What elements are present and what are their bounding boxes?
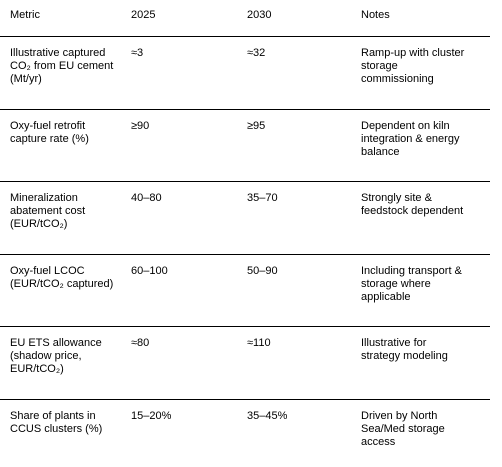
cell-2030: 50–90 [247,265,278,277]
header-2025: 2025 [131,9,156,21]
cell-metric: Share of plants in CCUS clusters (%) [10,410,103,435]
cell-metric: Illustrative captured CO₂ from EU cement (Mt/yr) [10,47,114,85]
table-row [0,255,490,327]
cell-metric: Mineralization abatement cost (EUR/tCO₂) [10,192,86,230]
cell-2025: ≈80 [131,337,150,349]
table-row [0,110,490,182]
table-header-row [0,0,490,37]
cell-metric: Oxy-fuel retrofit capture rate (%) [10,120,89,145]
cell-notes: Driven by North Sea/Med storage access [361,410,445,448]
cell-2030: 35–70 [247,192,278,204]
cell-notes: Dependent on kiln integration & energy balance [361,120,460,158]
cell-2025: ≥90 [131,120,150,132]
table-row [0,182,490,255]
cell-2025: 40–80 [131,192,162,204]
table-row [0,37,490,110]
cell-2030: 35–45% [247,410,288,422]
cell-2030: ≥95 [247,120,266,132]
header-metric: Metric [10,9,40,21]
cell-2030: ≈110 [247,337,271,349]
cell-2030: ≈32 [247,47,266,59]
cell-2025: 60–100 [131,265,168,277]
cell-notes: Ramp-up with cluster storage commissioning [361,47,465,85]
cell-notes: Illustrative for strategy modeling [361,337,448,362]
cell-metric: EU ETS allowance (shadow price, EUR/tCO₂) [10,337,102,375]
header-2030: 2030 [247,9,272,21]
table-row [0,327,490,400]
cell-notes: Strongly site & feedstock dependent [361,192,464,217]
cell-2025: 15–20% [131,410,172,422]
header-notes: Notes [361,9,390,21]
cell-2025: ≈3 [131,47,144,59]
cell-metric: Oxy-fuel LCOC (EUR/tCO₂ captured) [10,265,114,290]
cell-notes: Including transport & storage where applicable [361,265,462,303]
table-row [0,400,490,467]
